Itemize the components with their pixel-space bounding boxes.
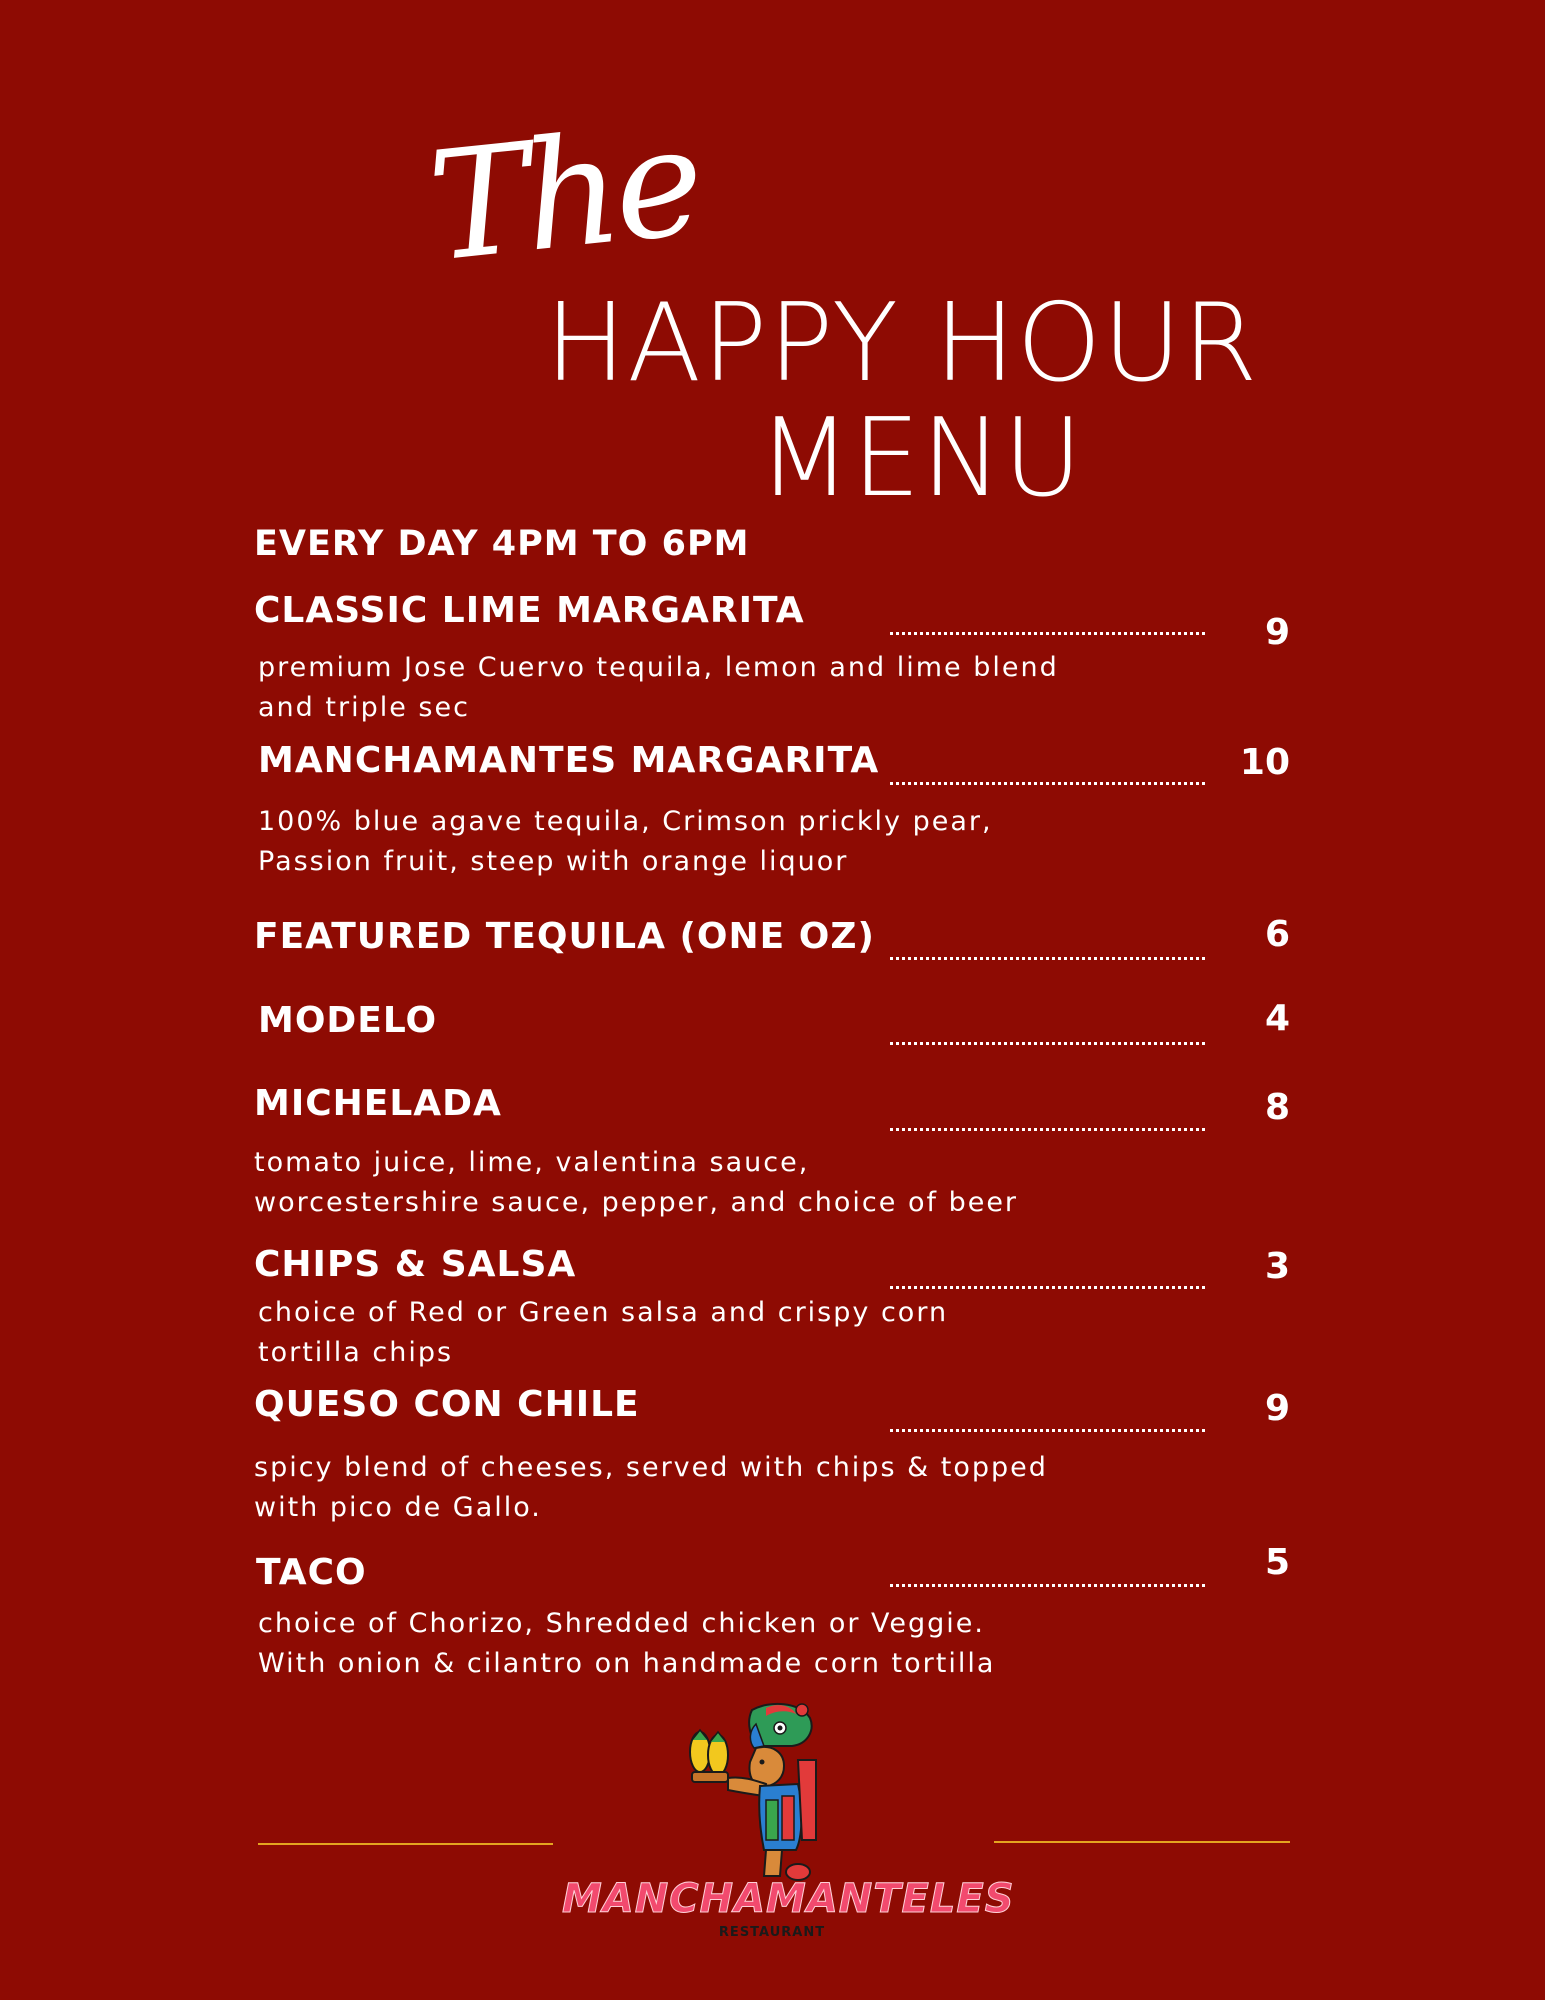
item-name: QUESO CON CHILE <box>254 1384 640 1425</box>
hours-label: EVERY DAY 4PM TO 6PM <box>254 524 750 564</box>
brand-subtitle: RESTAURANT <box>718 1925 826 1940</box>
item-name: TACO <box>256 1552 367 1593</box>
item-description: With onion & cilantro on handmade corn tortilla <box>258 1648 996 1679</box>
item-name: MODELO <box>258 1000 438 1041</box>
item-description: 100% blue agave tequila, Crimson prickly pear, <box>258 806 993 837</box>
dot-leader <box>890 782 1205 785</box>
right-divider <box>994 1841 1290 1843</box>
brand-name: MANCHAMANTELES <box>562 1876 1015 1922</box>
item-description: with pico de Gallo. <box>254 1492 542 1523</box>
item-price: 10 <box>1239 742 1290 783</box>
item-price: 3 <box>1264 1246 1290 1287</box>
item-description: worcestershire sauce, pepper, and choice of beer <box>254 1187 1019 1218</box>
item-price: 9 <box>1264 612 1290 653</box>
dot-leader <box>890 1584 1205 1587</box>
left-divider <box>258 1843 553 1845</box>
item-name: CHIPS & SALSA <box>254 1244 577 1285</box>
dot-leader <box>890 1128 1205 1131</box>
dot-leader <box>890 632 1205 635</box>
item-name: MANCHAMANTES MARGARITA <box>258 740 880 781</box>
item-name: MICHELADA <box>254 1083 502 1124</box>
item-name: CLASSIC LIME MARGARITA <box>254 590 805 631</box>
item-description: choice of Red or Green salsa and crispy corn <box>258 1297 949 1328</box>
dot-leader <box>890 1042 1205 1045</box>
aztec-figure-icon <box>680 1700 840 1885</box>
item-price: 9 <box>1264 1388 1290 1429</box>
item-description: tortilla chips <box>258 1337 454 1368</box>
title-line-2: MENU <box>758 396 1084 521</box>
item-description: premium Jose Cuervo tequila, lemon and lime blend <box>258 652 1059 683</box>
item-price: 4 <box>1264 998 1290 1039</box>
item-price: 6 <box>1264 914 1290 955</box>
item-description: choice of Chorizo, Shredded chicken or Veggie. <box>258 1608 985 1639</box>
item-description: Passion fruit, steep with orange liquor <box>258 846 849 877</box>
item-description: and triple sec <box>258 692 470 723</box>
item-description: spicy blend of cheeses, served with chips & topped <box>254 1452 1048 1483</box>
title-line-1: HAPPY HOUR <box>545 281 1259 406</box>
item-description: tomato juice, lime, valentina sauce, <box>254 1147 810 1178</box>
item-name: FEATURED TEQUILA (ONE OZ) <box>254 916 875 957</box>
item-price: 8 <box>1264 1087 1290 1128</box>
dot-leader <box>890 1286 1205 1289</box>
dot-leader <box>890 1429 1205 1432</box>
item-price: 5 <box>1264 1542 1290 1583</box>
dot-leader <box>890 957 1205 960</box>
title-script: The <box>421 94 706 296</box>
